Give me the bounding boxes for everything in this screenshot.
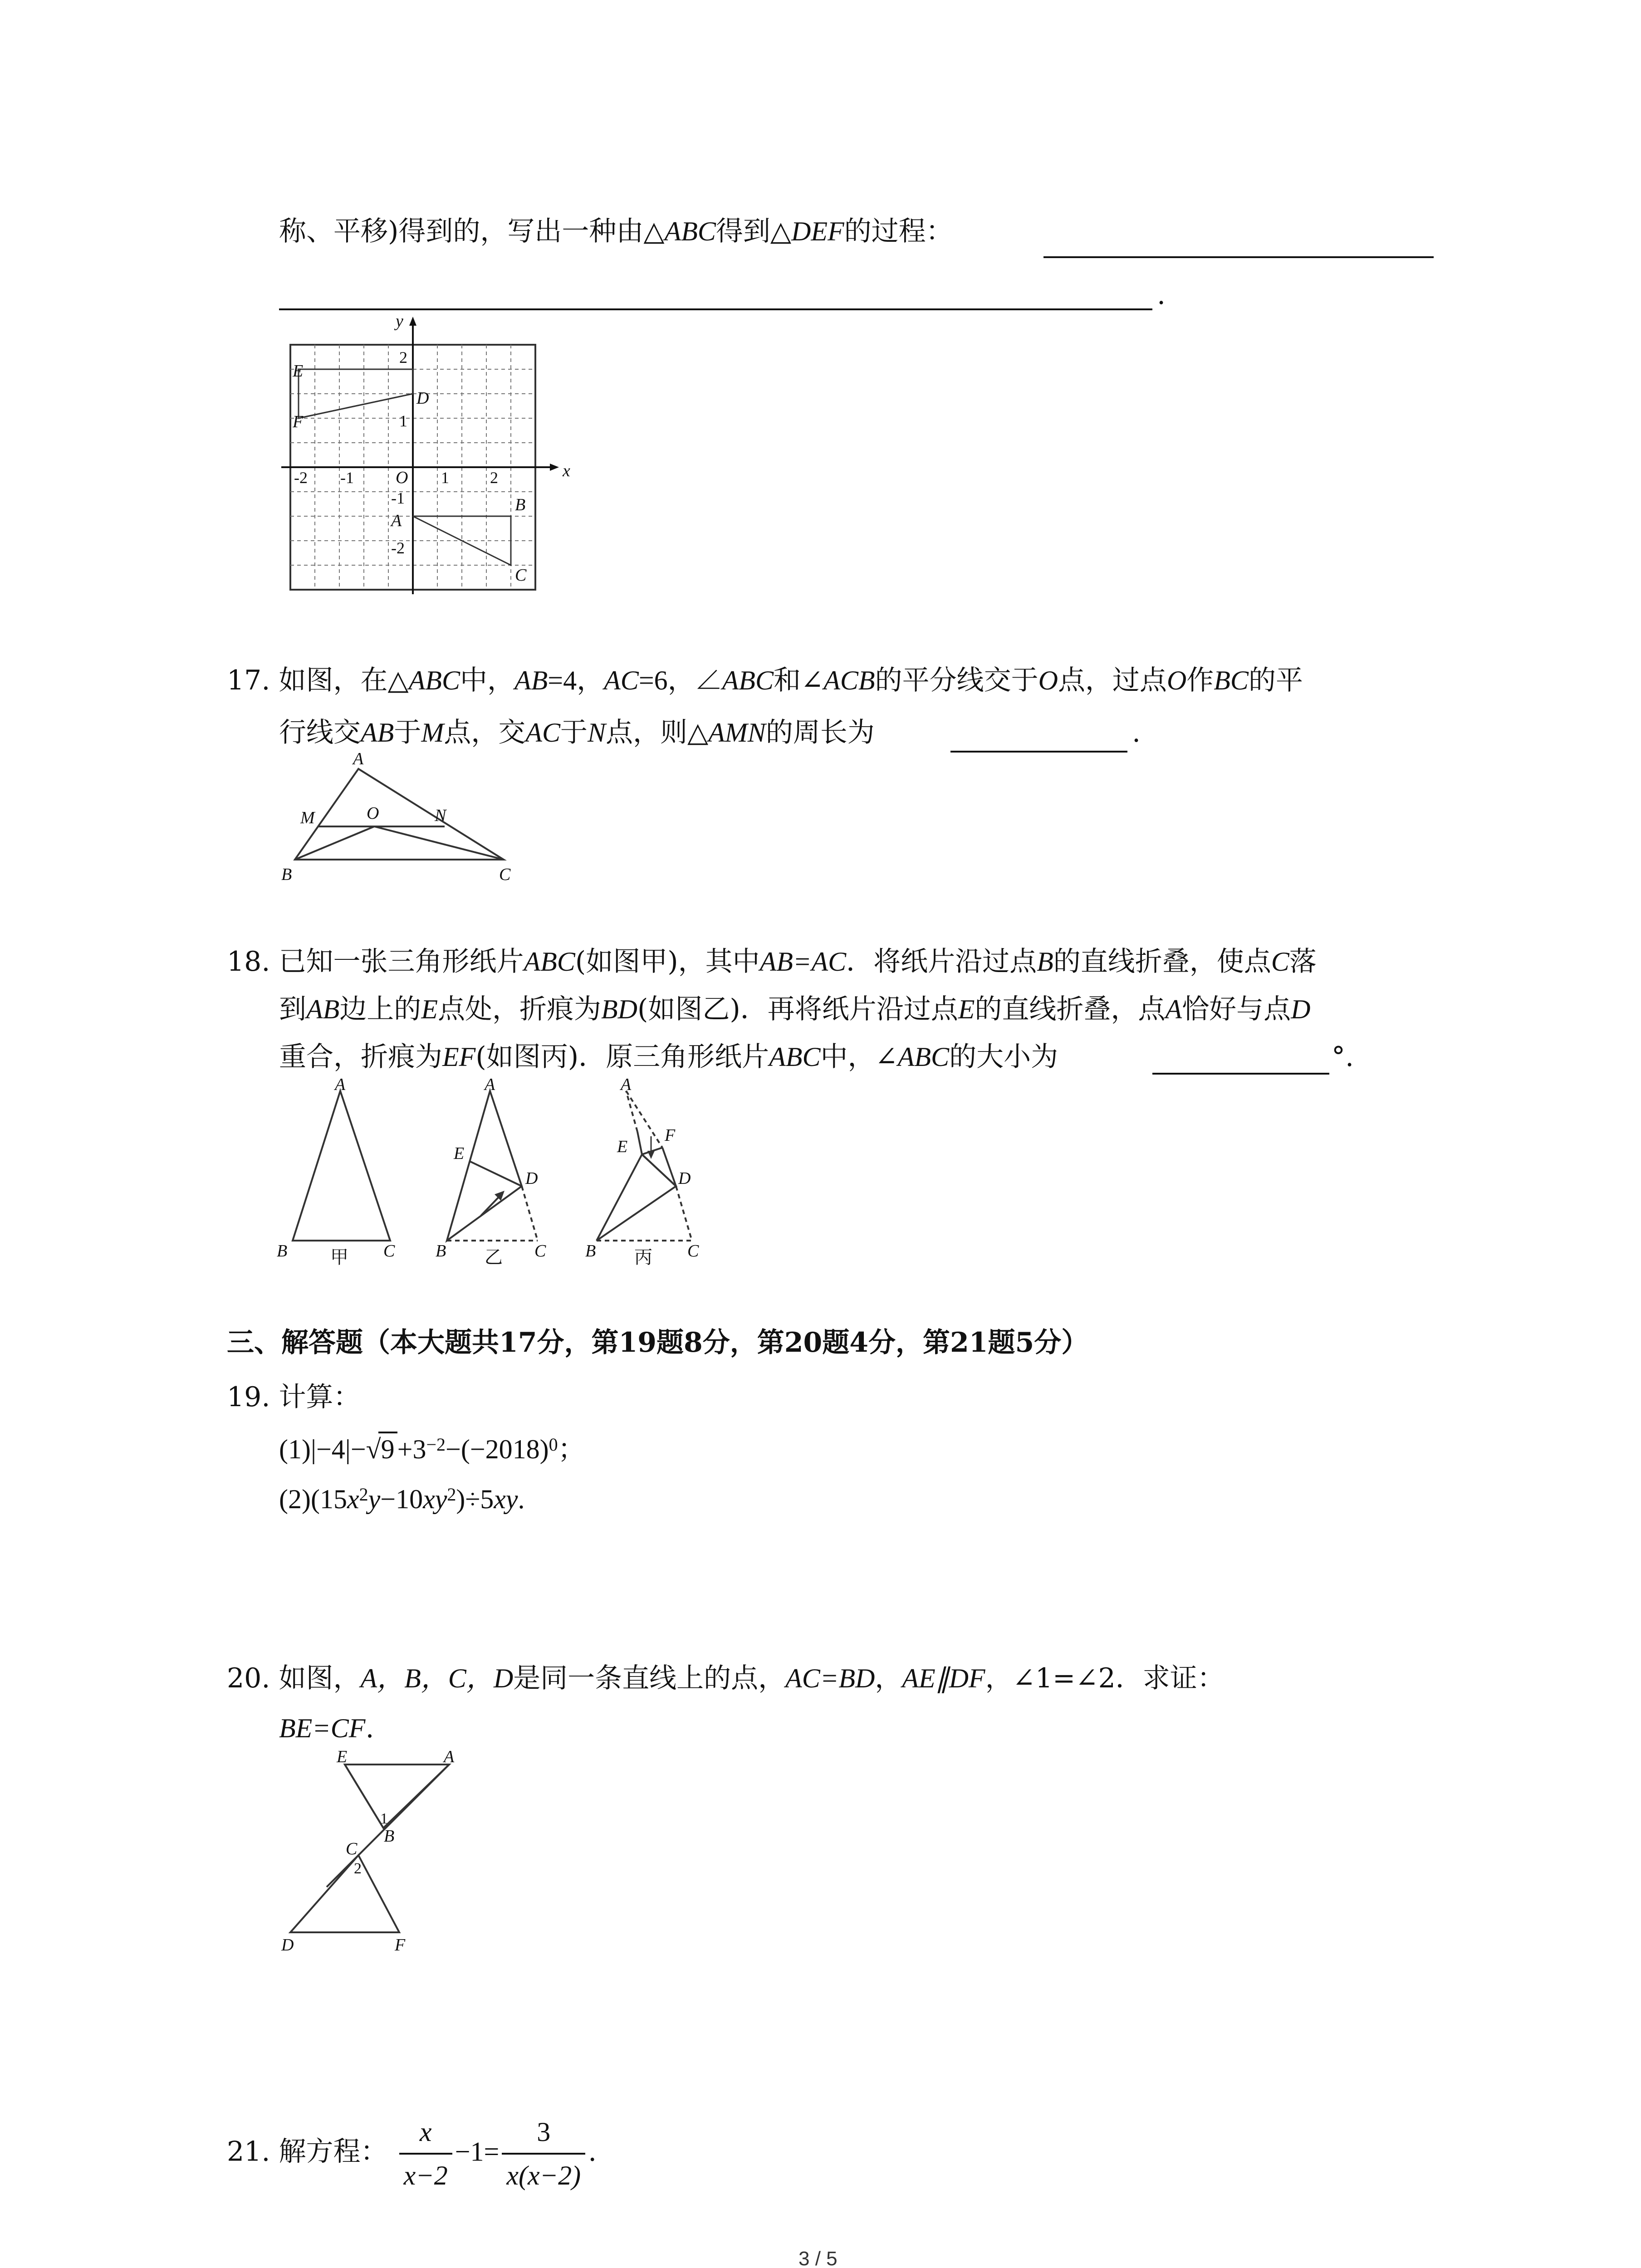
point-f: F [293, 412, 304, 431]
tick-y-neg1: -1 [391, 489, 405, 507]
section-heading: 三、解答题（本大题共17分，第19题8分，第20题4分，第21题5分） [227, 1327, 1089, 1359]
label-d-yi: D [525, 1169, 538, 1188]
q18-degree: °. [1332, 1041, 1354, 1073]
label-b-17: B [281, 865, 292, 884]
tick-y-neg2: -2 [391, 539, 405, 557]
q20-line1: 20. 如图，A，B，C，D是同一条直线上的点，AC=BD，AE∥DF，∠1=∠2．求证： [227, 1662, 1225, 1694]
q18-figures [268, 1077, 730, 1277]
tick-y-2: 2 [399, 348, 407, 367]
label-c-jia: C [383, 1242, 395, 1261]
q20-line2: BE=CF. [279, 1712, 374, 1744]
q19-title: 19. 计算： [227, 1381, 361, 1413]
triangle-jia [293, 1091, 390, 1241]
label-a-20: A [444, 1751, 455, 1766]
label-b-20: B [384, 1827, 395, 1846]
label-b-jia: B [277, 1242, 288, 1261]
label-d-20: D [281, 1936, 294, 1955]
triangle-yi [447, 1091, 522, 1241]
label-a-17: A [353, 749, 364, 768]
angle-1-label: 1 [380, 1810, 388, 1827]
label-c-bing: C [687, 1242, 699, 1261]
label-d-bing: D [678, 1169, 691, 1188]
q18-line1: 18. 已知一张三角形纸片ABC(如图甲)，其中AB=AC．将纸片沿过点B的直线折叠，使点C落 [227, 946, 1317, 978]
q17-answer-blank[interactable] [950, 751, 1127, 753]
triangle-cdf [290, 1855, 399, 1932]
label-a-yi: A [485, 1077, 495, 1094]
q20-figure [272, 1751, 476, 1960]
triangle-eab [345, 1765, 449, 1828]
point-d: D [416, 389, 429, 408]
tick-x-2: 2 [490, 469, 498, 487]
label-e-bing: E [617, 1137, 628, 1156]
tick-x-neg1: -1 [340, 469, 354, 487]
q19-part2: $(2)(15x^2y-10xy^2)\div 5xy$. [279, 1484, 525, 1514]
line-oc [374, 826, 504, 860]
q18-answer-blank[interactable] [1152, 1073, 1329, 1075]
q19-part1: $(1)|-4|-√9 +3^{-2}-(-2018)^0$； [279, 1429, 585, 1470]
caption-bing: 丙 [634, 1247, 652, 1267]
q18-line3: 重合，折痕为EF(如图丙)．原三角形纸片ABC中，∠ABC的大小为 [279, 1041, 1058, 1073]
angle-2-label: 2 [354, 1860, 362, 1877]
label-f-20: F [395, 1936, 406, 1955]
y-axis-arrow-icon [409, 317, 416, 326]
origin-label: O [396, 468, 408, 487]
label-a-bing: A [621, 1077, 632, 1094]
label-e-yi: E [454, 1144, 465, 1163]
label-f-bing: F [665, 1126, 676, 1145]
label-b-yi: B [436, 1242, 446, 1261]
fraction-1: $\frac{x}{x-2}$ [399, 2114, 452, 2194]
caption-jia: 甲 [330, 1247, 348, 1267]
q21-line: 21. 解方程： $\frac{x}{x-2}$ −1= $\frac{3}{x(x-2)}$ . [227, 2114, 597, 2194]
tick-x-1: 1 [441, 469, 449, 487]
label-n-17: N [435, 806, 446, 825]
tick-y-1: 1 [399, 412, 407, 430]
label-c-20: C [346, 1839, 358, 1858]
q16-answer-blank-1[interactable] [1043, 256, 1434, 258]
q16-coordinate-figure [272, 308, 590, 599]
point-a: A [391, 511, 402, 530]
q16-period: . [1157, 279, 1166, 311]
q16-line1: 称、平移)得到的，写出一种由△ABC得到△DEF的过程： [279, 215, 953, 247]
label-b-bing: B [585, 1242, 596, 1261]
x-axis-label: x [563, 461, 570, 480]
triangle-bing [597, 1154, 676, 1241]
line-ad [327, 1765, 449, 1887]
y-axis-label: y [396, 312, 403, 331]
point-e: E [293, 362, 304, 381]
point-c: C [515, 566, 527, 585]
x-axis-arrow-icon [550, 464, 559, 471]
q17-line1: 17. 如图，在△ABC中，AB=4，AC=6，∠ABC和∠ACB的平分线交于O点，过点O作BC的平 [227, 665, 1303, 696]
label-a-jia: A [335, 1077, 346, 1094]
label-c-yi: C [534, 1242, 546, 1261]
label-m-17: M [300, 808, 315, 827]
fraction-2: $\frac{3}{x(x-2)}$ [502, 2114, 585, 2194]
label-o-17: O [367, 804, 379, 823]
label-c-17: C [499, 865, 511, 884]
label-e-20: E [337, 1751, 348, 1766]
tick-x-neg2: -2 [294, 469, 308, 487]
q17-figure [272, 748, 544, 894]
page-number: 3 / 5 [798, 2248, 838, 2268]
q17-line2: 行线交AB于M点，交AC于N点，则△AMN的周长为 [279, 717, 875, 748]
q17-period: . [1132, 717, 1141, 748]
sqrt-icon: √ [366, 1434, 381, 1464]
point-b: B [515, 495, 526, 514]
q18-line2: 到AB边上的E点处，折痕为BD(如图乙)．再将纸片沿过点E的直线折叠，点A恰好与点D [279, 993, 1311, 1025]
caption-yi: 乙 [485, 1247, 503, 1267]
